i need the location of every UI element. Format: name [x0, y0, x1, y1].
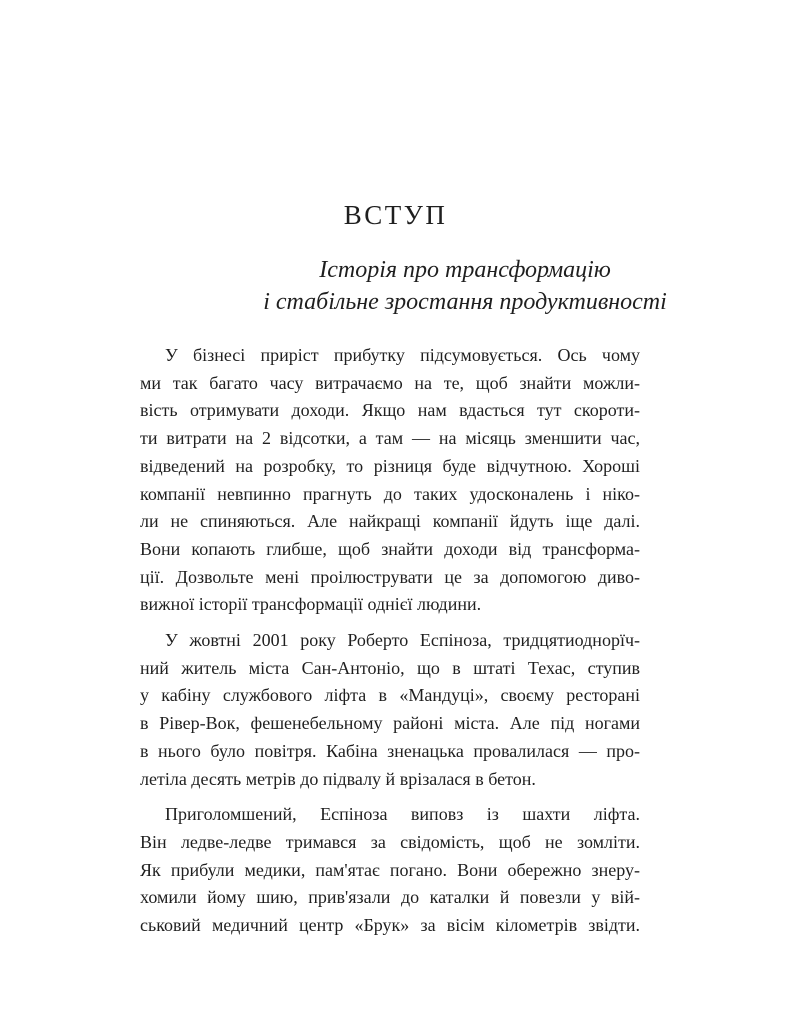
chapter-subtitle — [140, 254, 790, 318]
text-line: ськовий медичний центр «Брук» за вісім кілометрів звідти. — [140, 915, 640, 936]
text-line: Вони копають глибше, щоб знайти доходи від трансформа- — [140, 538, 640, 559]
paragraph — [140, 342, 640, 619]
text-line: Він ледве-ледве тримався за свідомість, щоб не зомліти. — [140, 831, 640, 852]
subtitle-line: Історія про трансформацію — [319, 257, 611, 283]
text-line: хомили йому шию, прив'язали до каталки й повезли у вій- — [140, 887, 640, 908]
text-line: У жовтні 2001 року Роберто Еспіноза, тридцятиоднорїч- — [165, 630, 640, 651]
text-line: ли не спиняються. Але найкращі компанії йдуть іще далі. — [140, 511, 640, 532]
text-line: вість отримувати доходи. Якщо нам вдасться тут скороти- — [140, 400, 640, 421]
text-line: в нього було повітря. Кабіна зненацька провалилася — про- — [140, 740, 640, 761]
paragraph — [140, 627, 640, 793]
text-line: У бізнесі приріст прибутку підсумовується. Ось чому — [165, 345, 640, 365]
text-line: в Рівер-Вок, фешенебельному районі міста. Але під ногами — [140, 713, 640, 734]
paragraph — [140, 801, 640, 940]
text-line: Як прибули медики, пам'ятає погано. Вони обережно знеру- — [140, 859, 640, 880]
text-line: Приголомшений, Еспіноза виповз із шахти ліфта. — [165, 804, 640, 825]
text-line: ції. Дозвольте мені проілюструвати це за допомогою диво- — [140, 566, 640, 587]
text-line: вижної історії трансформації однієї людини. — [140, 594, 482, 615]
text-line: компанії невпинно прагнуть до таких удосконалень і ніко- — [140, 483, 640, 504]
text-line: у кабіну службового ліфта в «Мандуці», своєму ресторані — [140, 685, 640, 706]
text-line: ми так багато часу витрачаємо на те, щоб знайти можли- — [140, 372, 640, 393]
chapter-title: ВСТУП — [343, 200, 448, 230]
text-line: ти витрати на 2 відсотки, а там — на місяць зменшити час, — [140, 428, 640, 449]
text-line: відведений на розробку, то різниця буде відчутною. Хороші — [140, 455, 640, 476]
text-line: летіла десять метрів до підвалу й врізалася в бетон. — [140, 768, 536, 789]
subtitle-line: і стабільне зростання продуктивності — [263, 289, 667, 315]
text-line: ний житель міста Сан-Антоніо, що в штаті Техас, ступив — [140, 657, 640, 678]
body-text — [140, 342, 640, 948]
